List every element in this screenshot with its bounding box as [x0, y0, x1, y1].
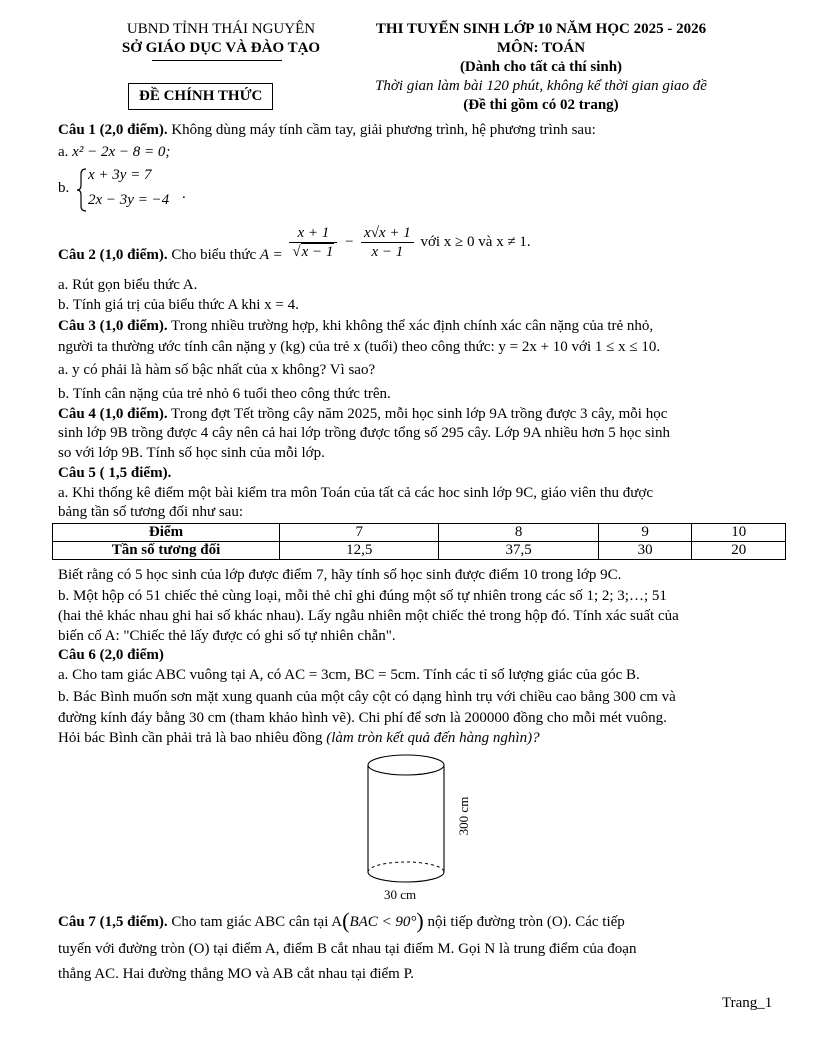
q1-a-label: a.	[58, 144, 69, 160]
table-row	[53, 542, 786, 560]
q3-title: Câu 3 (1,0 điểm).	[58, 318, 168, 334]
q2-title: Câu 2 (1,0 điểm).	[58, 246, 168, 263]
q7-line2: tuyến với đường tròn (O) tại điểm A, điểm B cắt nhau tại điểm M. Gọi N là trung điểm của đoạn	[58, 941, 637, 957]
q6-b3-note: (làm tròn kết quả đến hàng nghìn)?	[326, 730, 540, 746]
q4-line1	[58, 405, 776, 424]
q5-a2: bảng tần số tương đối như sau:	[58, 504, 244, 520]
q2-f2-num: x√x + 1	[361, 224, 414, 243]
exam-pages-note: (Đề thi gồm có 02 trang)	[463, 97, 619, 113]
q6-b2: đường kính đáy bằng 30 cm (tham khảo hình vẽ). Chi phí để sơn là 200000 đồng cho mỗi mét vuông.	[58, 710, 667, 726]
q5-b3: biến cố A: "Chiếc thẻ lấy được có ghi số tự nhiên chẵn".	[58, 628, 396, 644]
header-exam	[326, 20, 756, 115]
q2-expr-a: A =	[259, 246, 283, 263]
frequency-table	[52, 523, 786, 560]
q2-b: b. Tính giá trị của biểu thức A khi x = 4.	[58, 297, 299, 313]
official-label: ĐỀ CHÍNH THỨC	[139, 88, 263, 104]
page-number: Trang_1	[722, 995, 773, 1011]
q5-b2: (hai thẻ khác nhau ghi hai số khác nhau). Lấy ngẫu nhiên một chiếc thẻ trong hộp đó. Tính xác suất của	[58, 608, 679, 624]
q4-line2: sinh lớp 9B trồng được 4 cây nên cả hai lớp trồng được tổng số 295 cây. Lớp 9A nhiều hơn 5 học sinh	[58, 425, 670, 441]
q6-a: a. Cho tam giác ABC vuông tại A, có AC = 3cm, BC = 5cm. Tính các tỉ số lượng giác của góc B.	[58, 667, 640, 683]
q2-f1-den-text: x − 1	[301, 244, 334, 260]
org-line2: SỞ GIÁO DỤC VÀ ĐÀO TẠO	[121, 40, 321, 56]
q3-a: a. y có phải là hàm số bậc nhất của x không? Vì sao?	[58, 362, 376, 378]
table-cell: 37,5	[439, 542, 598, 560]
q3-line1	[58, 317, 776, 336]
q4-text1: Trong đợt Tết trồng cây năm 2025, mỗi học sinh lớp 9A trồng được 3 cây, mỗi học	[167, 406, 668, 422]
q5-title: Câu 5 ( 1,5 điểm).	[58, 465, 172, 481]
q7-title: Câu 7 (1,5 điểm).	[58, 914, 168, 930]
q7-text1c: nội tiếp đường tròn (O). Các tiếp	[423, 914, 625, 930]
q6-title: Câu 6 (2,0 điểm)	[58, 647, 164, 663]
q7-angle: BAC < 90°	[349, 914, 417, 930]
org-line1: UBND TỈNH THÁI NGUYÊN	[126, 21, 316, 37]
org-underline	[152, 60, 282, 61]
table-cell: 12,5	[280, 542, 439, 560]
table-cell: 30	[598, 542, 692, 560]
table-header-score: Điểm	[53, 524, 280, 542]
exam-subject: MÔN: TOÁN	[496, 40, 586, 56]
q7-line1: Câu 7 (1,5 điểm). Cho tam giác ABC cân tại A(BAC < 90°) nội tiếp đường tròn (O). Các tiếp	[58, 908, 625, 933]
exam-time-note: Thời gian làm bài 120 phút, không kể thời gian giao đề	[375, 78, 707, 94]
exam-audience: (Dành cho tất cả thí sinh)	[459, 59, 623, 75]
q3-text1: Trong nhiều trường hợp, khi không thể xác định chính xác cân nặng của trẻ nhỏ,	[167, 318, 654, 334]
table-cell: 7	[280, 524, 439, 542]
table-cell: 20	[692, 542, 786, 560]
q1-a	[58, 143, 776, 162]
table-row	[53, 524, 786, 542]
q1-b-label: b.	[58, 180, 70, 196]
q6-b1: b. Bác Bình muốn sơn mặt xung quanh của một cây cột có dạng hình trụ với chiều cao bằng 300 cm và	[58, 689, 676, 705]
q7-text1a: Cho tam giác ABC cân tại A	[167, 914, 343, 930]
table-header-frequency: Tần số tương đối	[53, 542, 280, 560]
q3-line2: người ta thường ước tính cân nặng y (kg) của trẻ x (tuổi) theo công thức: y = 2x + 10 với 1 ≤ x ≤ 10.	[58, 339, 661, 355]
height-label: 300 cm	[456, 796, 471, 836]
q2-condition: với x ≥ 0 và x ≠ 1.	[420, 233, 531, 250]
q1-b-eq1: x + 3y = 7	[88, 167, 152, 183]
q2-a: a. Rút gọn biểu thức A.	[58, 277, 198, 293]
q3-b: b. Tính cân nặng của trẻ nhỏ 6 tuổi theo công thức trên.	[58, 386, 391, 402]
q2-f2-den: x − 1	[371, 244, 404, 260]
q2-fraction-1	[289, 224, 337, 261]
q5-a1: a. Khi thống kê điểm một bài kiểm tra môn Toán của tất cả các hoc sinh lớp 9C, giáo viên thu được	[58, 485, 654, 501]
q2-f1-den: √x − 1	[292, 244, 334, 260]
q1-b-end: .	[182, 186, 186, 202]
diameter-label: 30 cm	[384, 887, 417, 902]
q2-minus: −	[344, 233, 355, 250]
q7-line3: thẳng AC. Hai đường thẳng MO và AB cắt nhau tại điểm P.	[58, 966, 415, 982]
table-cell: 9	[598, 524, 692, 542]
q1-a-equation: x² − 2x − 8 = 0;	[72, 144, 171, 160]
q1-b	[58, 166, 358, 214]
q5-b1: b. Một hộp có 51 chiếc thẻ cùng loại, mỗi thẻ chỉ ghi đúng một số tự nhiên trong các số 1; 2; 3;…; 51	[58, 588, 667, 604]
table-cell: 10	[692, 524, 786, 542]
exam-title: THI TUYỂN SINH LỚP 10 NĂM HỌC 2025 - 2026	[375, 21, 707, 37]
q2-f1-num: x + 1	[289, 224, 337, 243]
q2-fraction-2	[361, 224, 414, 261]
q4-title: Câu 4 (1,0 điểm).	[58, 406, 168, 422]
q1-heading	[58, 121, 776, 140]
q6-b3-main: Hỏi bác Bình cần phải trả là bao nhiêu đồng	[58, 730, 327, 746]
q6-b3	[58, 729, 776, 748]
brace-icon	[76, 168, 88, 212]
q2-heading	[58, 224, 531, 270]
q1-title: Câu 1 (2,0 điểm).	[58, 122, 168, 138]
q1-b-eq2: 2x − 3y = −4	[88, 192, 170, 208]
q1-text: Không dùng máy tính cầm tay, giải phương trình, hệ phương trình sau:	[167, 122, 596, 138]
official-badge	[128, 83, 273, 110]
cylinder-figure	[356, 754, 476, 904]
q2-lead: Cho biểu thức	[167, 246, 260, 263]
q4-line3: so với lớp 9B. Tính số học sinh của mỗi lớp.	[58, 445, 325, 461]
q5-a3: Biết rằng có 5 học sinh của lớp được điểm 7, hãy tính số học sinh được điểm 10 trong lớp 9C.	[58, 567, 622, 583]
header-org	[108, 20, 334, 58]
table-cell: 8	[439, 524, 598, 542]
